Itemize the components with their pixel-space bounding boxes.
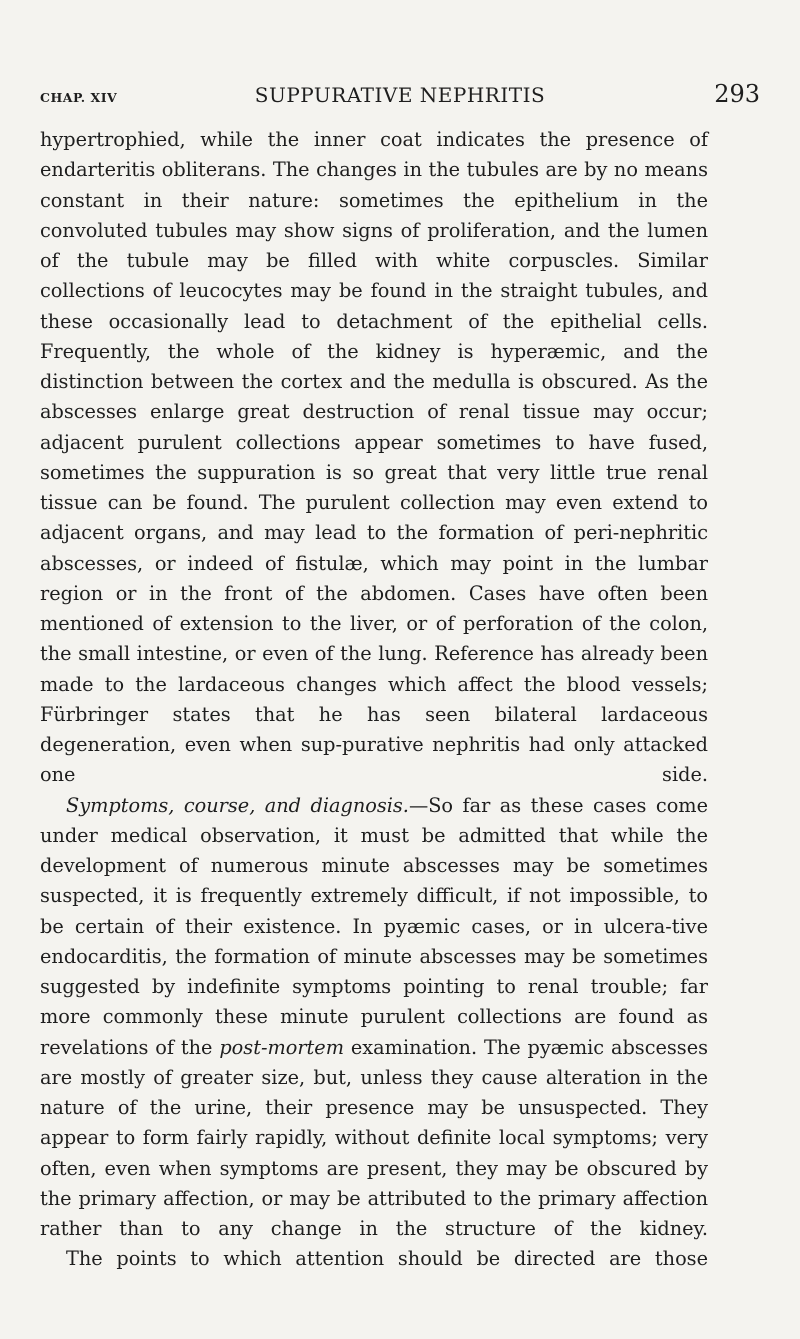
paragraph-1: hypertrophied, while the inner coat indicates the presence of endarteritis obliterans. The changes in the tubules are by no means constant in their nature: sometimes the epithelium in the convoluted tubules may show signs of proliferation, and the lumen of the tubule may be filled with white corpuscles. Similar collections of leucocytes may be found in the straight tubules, and these occasionally lead to detachment of the epithelial cells. Frequently, the whole of the kidney is hyperæmic, and the distinction between the cortex and the medulla is obscured. As the abscesses enlarge great destruction of renal tissue may occur; adjacent purulent collections appear sometimes to have fused, sometimes the suppuration is so great that very little true renal tissue can be found. The purulent collection may even extend to adjacent organs, and may lead to the formation of peri-nephritic abscesses, or indeed of fistulæ, which may point in the lumbar region or in the front of the abdomen. Cases have often been mentioned of extension to the liver, or of perforation of the colon, the small intestine, or even of the lung. Reference has already been made to the lardaceous changes which affect the blood vessels; Fürbringer states that he has seen bilateral lardaceous degeneration, even when sup-purative nephritis had only attacked one side. [40,128,708,787]
paragraph-2-text-b: examination. The pyæmic abscesses are mostly of greater size, but, unless they cause alteration in the nature of the urine, their presence may be unsuspected. They appear to form fairly rapidly, without definite local symptoms; very often, even when symptoms are present, they may be obscured by the primary affection, or may be attributed to the primary affection rather than to any change in the structure of the kidney. [40,1035,709,1240]
running-header [40,80,760,112]
running-title: SUPPURATIVE NEPHRITIS [254,83,546,107]
italic-term: post-mortem [219,1035,345,1059]
section-heading: Symptoms, course, and diagnosis. [66,793,409,817]
paragraph-3: The points to which attention should be directed are those [66,1247,708,1271]
body-text [40,125,708,1275]
paragraph-2-text-a: —So far as these cases come under medical observation, it must be admitted that while the development of numerous minute abscesses may be sometimes suspected, it is frequently extremely difficult, if not impossible, to be certain of their existence. In pyæmic cases, or in ulcera-tive endocarditis, the formation of minute abscesses may be sometimes suggested by indefinite symptoms pointing to renal trouble; far more commonly these minute purulent collections are found as revelations of the [40,793,708,1059]
paragraph-2 [40,791,708,1245]
page-number: 293 [714,80,760,108]
chapter-label: CHAP. XIV [40,90,118,105]
